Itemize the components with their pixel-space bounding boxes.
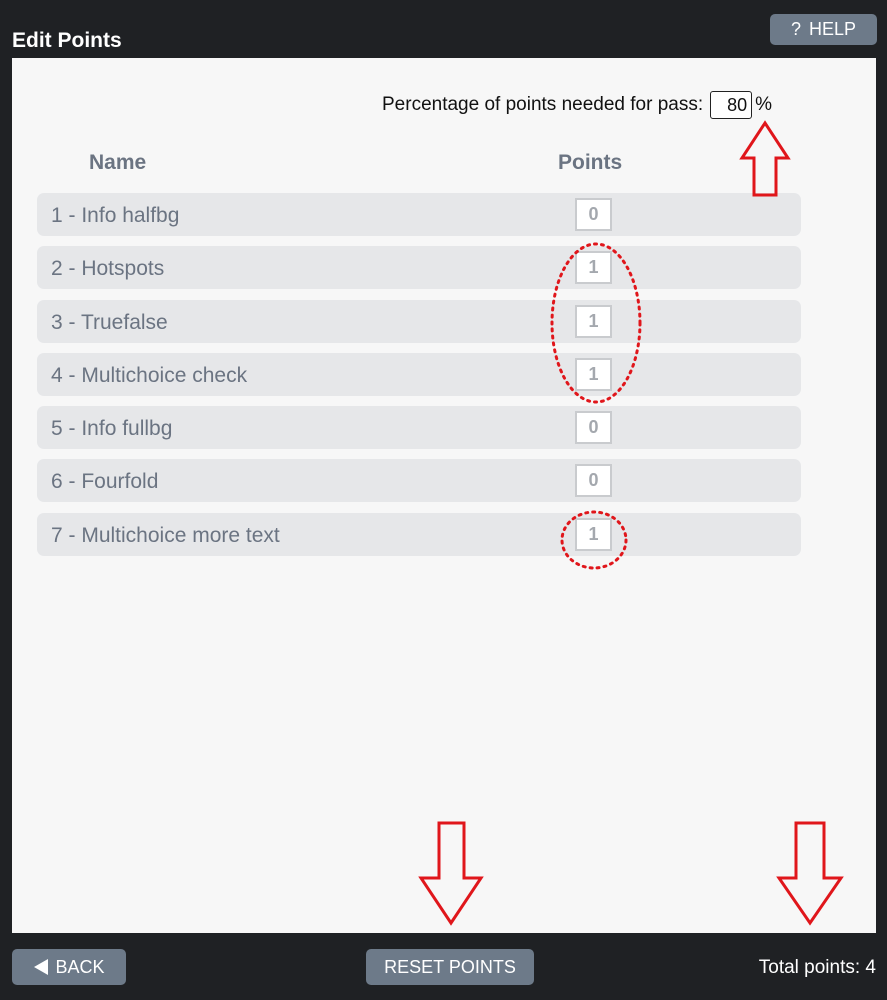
question-icon: ?	[790, 19, 801, 39]
table-row	[37, 513, 801, 556]
column-header-points: Points	[558, 151, 623, 174]
table-row	[37, 246, 801, 289]
reset-points-label: RESET POINTS	[384, 956, 516, 977]
row-name: 5 - Info fullbg	[51, 417, 173, 440]
back-button[interactable]	[12, 949, 126, 985]
total-points: Total points: 4	[758, 957, 876, 978]
row-name: 7 - Multichoice more text	[51, 524, 280, 547]
pass-percentage-label: Percentage of points needed for pass:	[382, 94, 704, 115]
table-row	[37, 406, 801, 449]
table-row	[37, 193, 801, 236]
row-name: 3 - Truefalse	[51, 311, 168, 334]
pass-percentage-row	[382, 91, 772, 119]
table-row	[37, 459, 801, 502]
points-input[interactable]	[575, 464, 612, 497]
row-name: 2 - Hotspots	[51, 257, 165, 280]
points-input[interactable]	[575, 305, 612, 338]
row-name: 6 - Fourfold	[51, 470, 159, 493]
back-label: BACK	[55, 956, 105, 977]
points-input[interactable]	[575, 251, 612, 284]
points-input[interactable]	[575, 198, 612, 231]
table-row	[37, 300, 801, 343]
reset-points-button[interactable]	[366, 949, 534, 985]
points-input[interactable]	[575, 411, 612, 444]
caret-left-icon	[33, 958, 49, 976]
column-header-name: Name	[89, 151, 147, 174]
points-input[interactable]	[575, 358, 612, 391]
help-label: HELP	[808, 19, 857, 39]
points-input[interactable]	[575, 518, 612, 551]
page-title: Edit Points	[12, 29, 122, 52]
percent-sign: %	[755, 94, 773, 115]
row-name: 1 - Info halfbg	[51, 204, 180, 227]
row-name: 4 - Multichoice check	[51, 364, 248, 387]
table-row	[37, 353, 801, 396]
pass-percentage-input[interactable]	[710, 91, 752, 119]
help-button[interactable]	[770, 14, 877, 45]
